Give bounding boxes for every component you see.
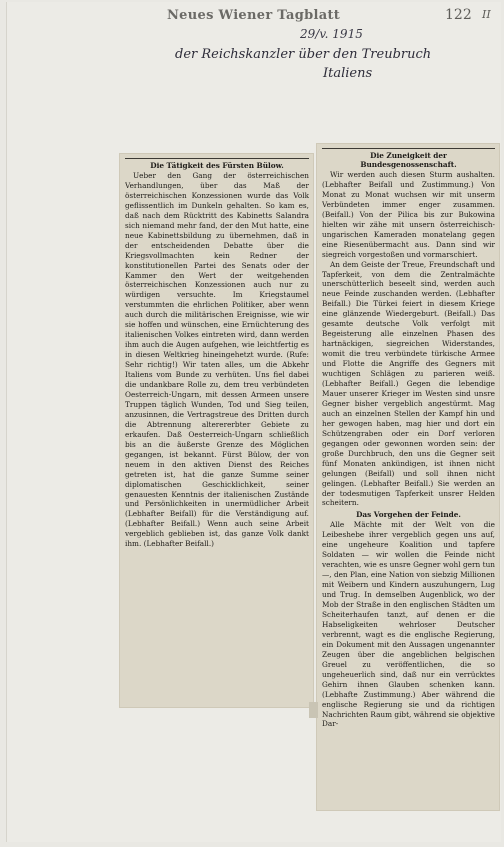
right-clipping-heading-2: Das Vorgehen der Feinde. — [356, 510, 461, 520]
left-clipping-heading: Die Tätigkeit des Fürsten Bülow. — [125, 158, 309, 170]
roman-numeral: II — [482, 8, 491, 21]
handwritten-note-line2: Italiens — [323, 66, 373, 81]
right-clipping-paragraph: An dem Geiste der Treue, Freundschaft und Tapferkeit, von dem die Zentralmächte unerschütterlich beseelt sind, werden auch neue Feinde zuschanden werden. (Lebhafter Beifall.) Die Türkei feiert in diesem Kriege eine glänzende Wiedergeburt. (Beifall.) Das gesamte deutsche Volk verfolgt mit Begeisterung alle einzelnen Phasen des hartnäckigen, siegreichen Widerstandes, womit die treu verbündete türkische Armee und Flotte die Angriffe des Gegners mit wuchtigen Schlägen zu parieren weiß. (Lebhafter Beifall.) Gegen die lebendige Mauer unserer Krieger im Westen sind unsre Gegner bisher vergeblich angestürmt. Mag auch an einzelnen Stellen der Kampf hin und her gewogen haben, mag hier und dort ein Schützengraben oder ein Dorf verloren gegangen oder gewonnen worden sein: der große Durchbruch, den uns die Gegner seit fünf Monaten ankündigen, ist ihnen nicht gelungen (Beifall) und soll ihnen nicht gelingen. (Lebhafter Beifall.) Sie werden an der todesmutigen Tapferkeit unsrer Helden scheitern. — [322, 259, 495, 508]
paper-tab — [309, 702, 318, 718]
left-clipping-paragraph: Ueber den Gang der österreichischen Verhandlungen, über das Maß der österreichischen Konzessionen wurde das Volk geflissentlich im Dunkeln gehalten. So kam es, daß nach dem Rücktritt des Kabinetts Salandra sich niemand mehr fand, der den Mut hatte, eine neue Kabinettsbildung zu übernehmen, daß in der entscheidenden Debatte über die Kriegsvollmachten kein Redner der konstitutionellen Partei des Senats oder der Kammer den Wert der weitgehenden österreichischen Konzessionen auch nur zu würdigen versuchte. Im Kriegstaumel verstummten die ehrlichen Politiker, aber wenn auch durch die militärischen Ereignisse, wie wir sie hoffen und wünschen, eine Ernüchterung des italienischen Volkes eintreten wird, dann werden ihm auch die Augen aufgehen, wie leichtfertig es in diesen Weltkrieg hineingehetzt wurde. (Rufe: Sehr richtig!) Wir taten alles, um die Abkehr Italiens vom Bunde zu verhüten. Uns fiel dabei die undankbare Rolle zu, dem treu verbündeten Oesterreich-Ungarn, mit dessen Armeen unsere Truppen täglich Wunden, Tod und Sieg teilen, anzusinnen, die Vertragstreue des Dritten durch die Abtrennung alterererbter Gebiete zu erkaufen. Daß Oesterreich-Ungarn schließlich bis an die äußerste Grenze des Möglichen gegangen, ist bekannt. Fürst Bülow, der von neuem in den aktiven Dienst des Reiches getreten ist, hat die ganze Summe seiner diplomatischen Geschicklichkeit, seiner genauesten Kenntnis der italienischen Zustände und Persönlichkeiten in unermüdlicher Arbeit (Lebhafter Beifall) für die Verständigung auf. (Lebhafter Beifall.) Wenn auch seine Arbeit vergeblich geblieben ist, das ganze Volk dankt ihm. (Lebhafter Beifall.) — [125, 171, 309, 549]
right-clipping-paragraph: Alle Mächte mit der Welt von die Leibeshebe ihrer vergeblich gegen uns auf, eine ungeheure Koalition und tapfere Soldaten — wir wollen die Feinde nicht verachten, wie es unsre Gegner wohl gern tun —, den Plan, eine Nation von siebzig Millionen mit Weibern und Kindern auszuhungern, Lug und Trug. In demselben Augenblick, wo der Mob der Straße in den englischen Städten um Scheiterhaufen tanzt, auf denen er die Habseligkeiten wehrloser Deutscher verbrennt, wagt es die englische Regierung, ein Dokument mit den Aussagen ungenannter Zeugen über die angeblichen belgischen Greuel zu veröffentlichen, die so ungeheuerlich sind, daß nur ein verrücktes Gehirn ihnen Glauben schenken kann. (Lebhafte Zustimmung.) Aber während die englische Regierung sie und da richtigen Nachrichten Raum gibt, während sie objektive Dar- — [322, 520, 495, 729]
right-clipping — [317, 144, 499, 810]
handwritten-date: 29/v. 1915 — [300, 27, 363, 41]
handwritten-note — [175, 45, 495, 83]
left-clipping — [120, 154, 313, 707]
handwritten-note-line1: der Reichskanzler über den Treubruch — [175, 47, 432, 62]
right-clipping-paragraph: Wir werden auch diesen Sturm aushalten. (Lebhafter Beifall und Zustimmung.) Von Monat zu Monat wuchsen wir mit unserm Verbündeten immer enger zusammen. (Beifall.) Von der Pilica bis zur Bukowina hielten wir zähe mit unsern österreichisch-ungarischen Kameraden monatelang gegen eine Riesenübermacht aus. Dann sind wir siegreich vorgestoßen und vormarschiert. — [322, 170, 495, 259]
archive-sheet — [6, 2, 501, 842]
newspaper-masthead: Neues Wiener Tagblatt — [167, 8, 341, 23]
right-clipping-heading-1: Die Zuneigkeit der Bundesgenossenschaft. — [322, 148, 495, 169]
page-number: 122 — [445, 7, 472, 23]
